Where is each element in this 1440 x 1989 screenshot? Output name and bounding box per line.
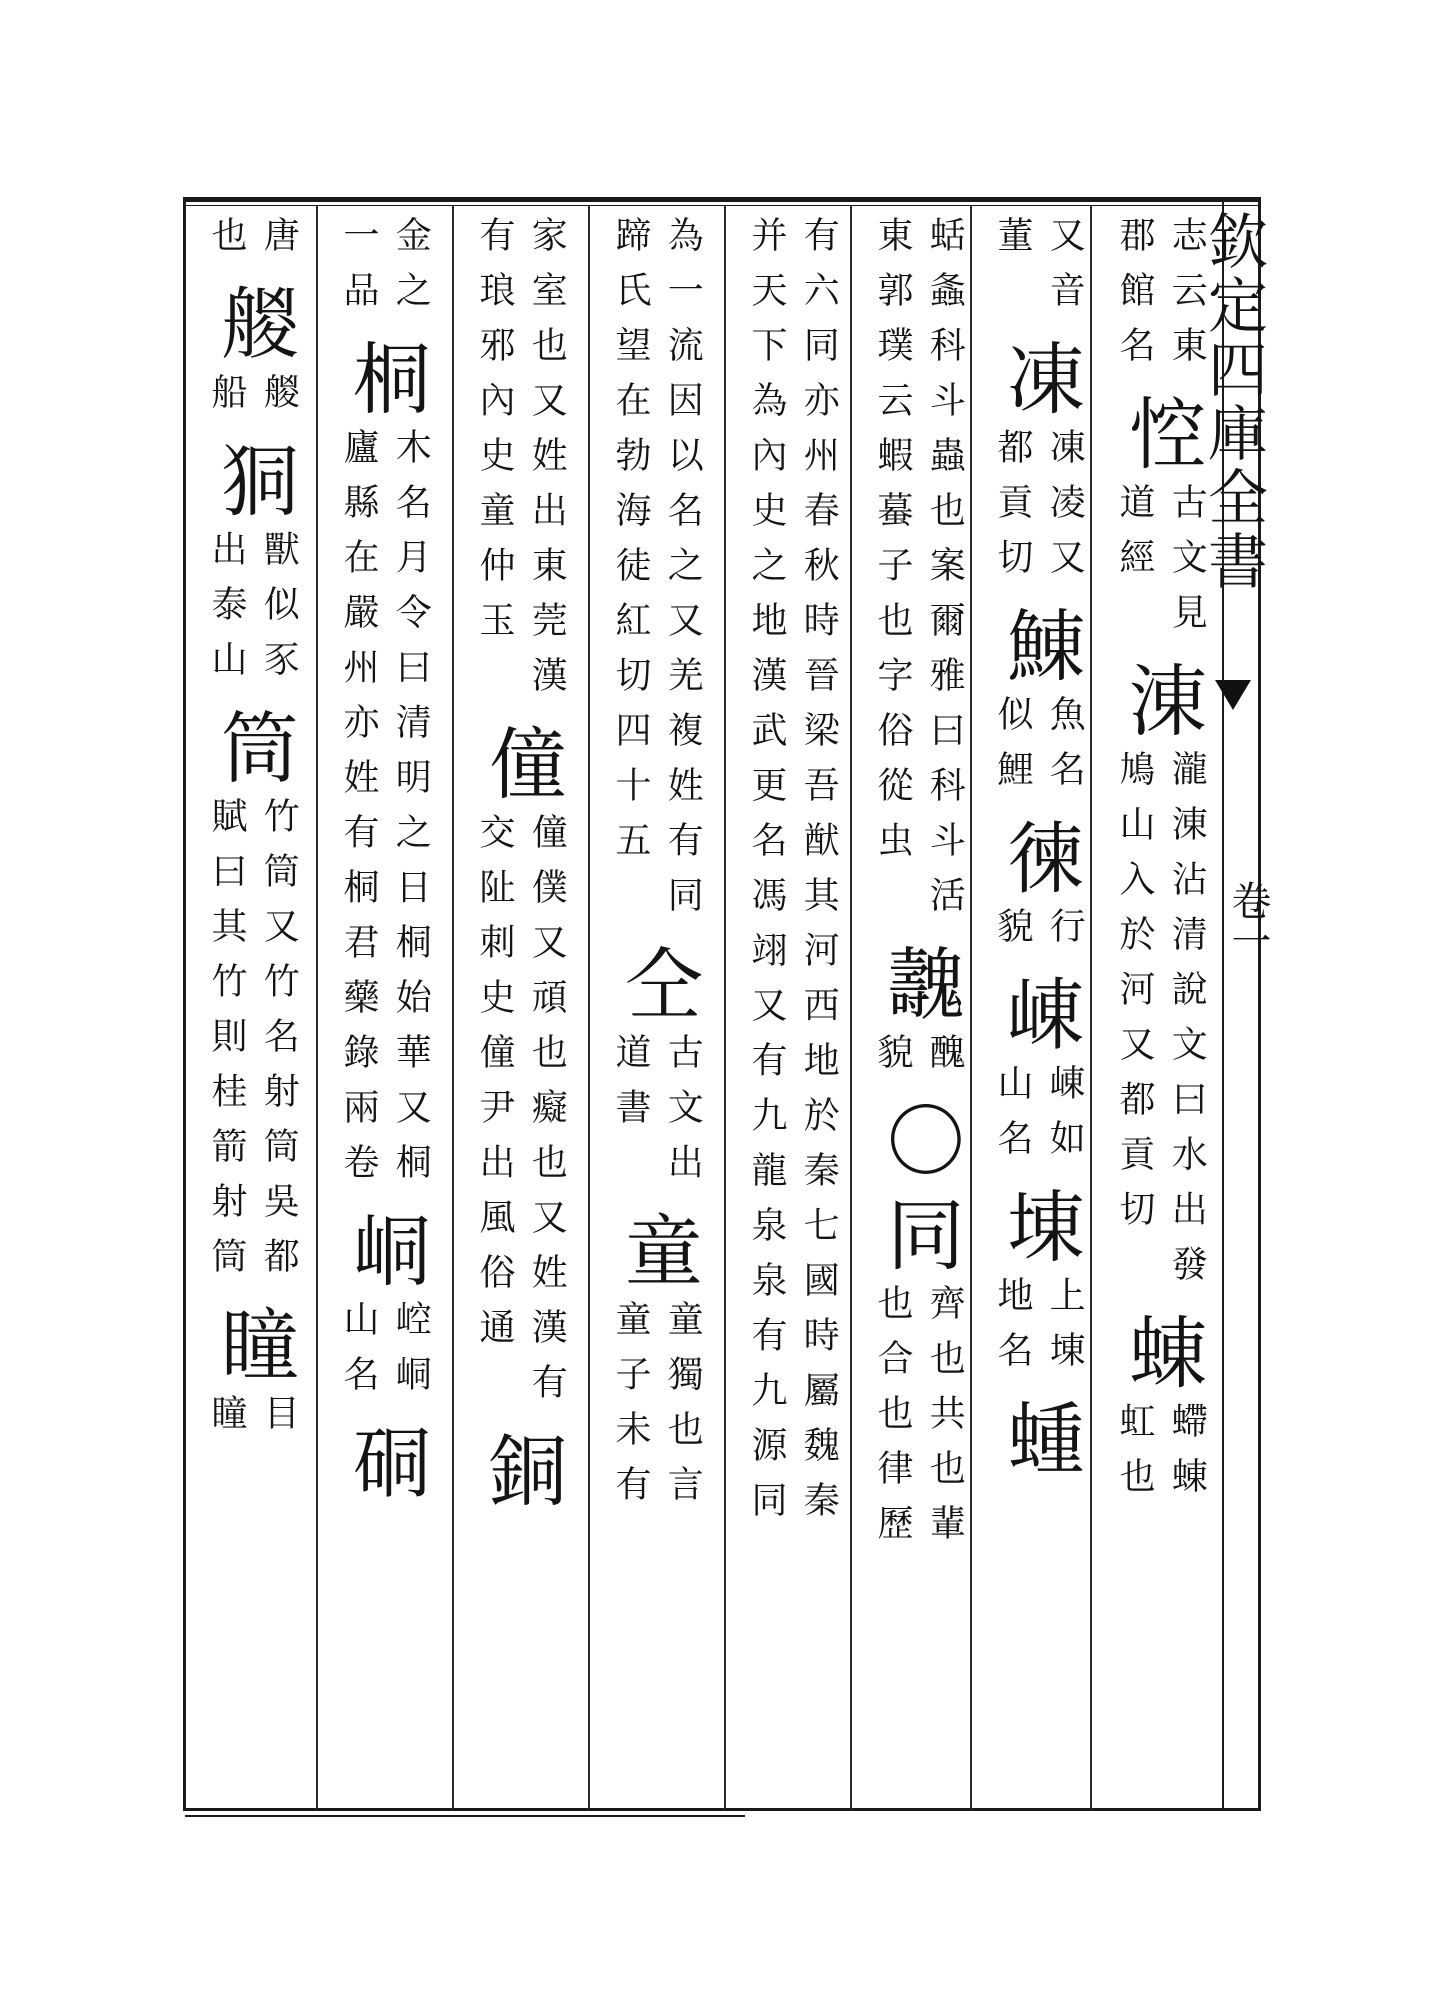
head-character: 同 [873, 1194, 964, 1272]
bottom-border-rule-extra [185, 1815, 745, 1817]
annotation-text: 醜 貌 [872, 1033, 966, 1088]
annotation-text: 為一流因以名之又羌複姓有同 蹄氏望在勃海徒紅切四十五 [610, 216, 704, 931]
head-character: 僮 [475, 723, 566, 801]
bottom-border-rule [185, 1808, 1260, 1811]
annotation-text: 志云東 郡館名 [1114, 216, 1208, 381]
annotation-text: 目 瞳 [206, 1394, 300, 1449]
annotation-text: 金之 一品 [338, 216, 432, 326]
head-character: 悾 [1115, 393, 1206, 471]
head-character: 魗 [873, 943, 964, 1021]
top-border-rule [185, 197, 1260, 202]
annotation-text: 古文見 道經 [1114, 483, 1208, 648]
head-character: 仝 [611, 943, 702, 1021]
head-character: 崠 [993, 974, 1084, 1052]
annotation-text: 童獨也言 童子未有 [610, 1300, 704, 1520]
text-column-2 [978, 212, 1098, 1802]
annotation-text: 木名月令曰清明之日桐始華又桐 廬縣在嚴州亦姓有桐君藥錄兩卷 [338, 428, 432, 1198]
head-character: 峒 [339, 1210, 430, 1288]
annotation-text: 蛞螽科斗蟲也案爾雅曰科斗活 東郭璞云蝦蟇子也字俗從虫 [872, 216, 966, 931]
annotation-text: 艐 船 [206, 373, 300, 428]
annotation-text: 唐 也 [206, 216, 300, 271]
head-character: 涷 [1115, 660, 1206, 738]
head-character: 蝩 [993, 1398, 1084, 1476]
text-column-7 [324, 212, 444, 1802]
text-column-6 [460, 212, 580, 1802]
head-character: 桐 [339, 338, 430, 416]
head-character: 鯟 [993, 605, 1084, 683]
head-character: 徚 [993, 817, 1084, 895]
margin-book-title: 欽定四庫全書 [1198, 210, 1268, 594]
annotation-text: 獸似豕 出泰山 [206, 530, 300, 695]
head-character: 〇 [873, 1100, 964, 1178]
annotation-text: 竹筒又竹名射筒吳都 賦曰其竹則桂箭射筒 [206, 797, 300, 1292]
column-divider [452, 205, 454, 1810]
head-character: 埬 [993, 1186, 1084, 1264]
text-column-8 [192, 212, 312, 1802]
margin-juan-label: 卷一 [1225, 880, 1271, 960]
top-border-rule-inner [185, 205, 1260, 206]
head-character: 凍 [993, 338, 1084, 416]
text-column-3 [858, 212, 978, 1802]
head-character: 硐 [339, 1422, 430, 1500]
head-character: 童 [611, 1210, 702, 1288]
annotation-text: 崠如 山名 [992, 1064, 1086, 1174]
annotation-text: 僮僕又頑也癡也又姓漢有 交阯刺史僮尹出風俗通 [474, 813, 568, 1418]
annotation-text: 家室也又姓出東莞漢 有琅邪內史童仲玉 [474, 216, 568, 711]
fish-tail-mark-icon [1215, 680, 1251, 710]
annotation-text: 上埬 地名 [992, 1276, 1086, 1386]
head-character: 艐 [207, 283, 298, 361]
annotation-text: 瀧涷沾清說文曰水出發 鳩山入於河又都貢切 [1114, 750, 1208, 1300]
annotation-text: 行 貌 [992, 907, 1086, 962]
annotation-text: 螮蝀 虹也 [1114, 1402, 1208, 1512]
text-column-5 [596, 212, 716, 1802]
annotation-text: 古文出 道書 [610, 1033, 704, 1198]
head-character: 筒 [207, 707, 298, 785]
column-divider [316, 205, 318, 1810]
head-character: 蝀 [1115, 1312, 1206, 1390]
column-divider [588, 205, 590, 1810]
head-character: 銅 [475, 1430, 566, 1508]
text-column-1 [1100, 212, 1220, 1802]
head-character: 狪 [207, 440, 298, 518]
annotation-text: 凍凌又 都貢切 [992, 428, 1086, 593]
annotation-text: 齊也共也輩 也合也律歷 [872, 1284, 966, 1559]
annotation-text: 崆峒 山名 [338, 1300, 432, 1410]
head-character: 瞳 [207, 1304, 298, 1382]
text-column-4 [732, 212, 852, 1802]
annotation-text: 有六同亦州春秋時晉梁吾猷其河西地於秦七國時屬魏秦 并天下為內史之地漢武更名馮翊又有九龍泉泉有九源同 [746, 216, 840, 1536]
left-border-rule [183, 197, 186, 1811]
column-divider [724, 205, 726, 1810]
annotation-text: 又音 董 [992, 216, 1086, 326]
annotation-text: 魚名 似鯉 [992, 695, 1086, 805]
